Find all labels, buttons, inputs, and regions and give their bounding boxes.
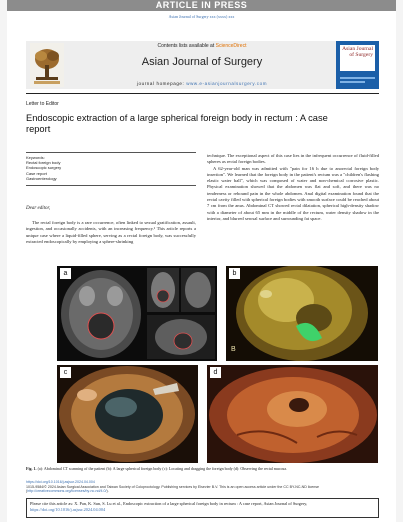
cite-doi-link[interactable]: https://doi.org/10.1016/j.asjsur.2024.04.004 [30,506,106,512]
doi-link[interactable]: https://doi.org/10.1016/j.asjsur.2024.04.004 [26,480,95,484]
keywords-heading: Keywords: [26,155,45,160]
panel-b-inner-label: B [231,346,236,353]
contents-prefix: Contents lists available at [157,43,216,49]
endoscopy-image-b [226,266,378,361]
figure-panel-c-dragging [57,365,198,463]
figure-panel-b-foreign-body [226,266,378,361]
keyword-item: Gastroenterology [26,175,57,181]
cover-title: Asian Journal of Surgery [340,45,375,71]
panel-label-a: a [60,268,71,279]
paragraph: A 62-year-old man was admitted with "pain for 16 h due to anorectal foreign body insertion". We learned that the foreign body in the patient's rectum was a "children's flashing elastic water ball", which was composed of water and non-chemical corrosive plastic. Physical examination showed that the abdomen was flat and soft, and there was no tenderness or rebound pain in the whole abdomen. Anal digital examination found that the rectal cavity filled with spherical foreign bodies with smooth surface could be reached about 7 cm from the anus. Abdominal CT showed rectal dilatation, spherical high-density shadow with a diameter of about 65 mm in the middle of the rectum, water density shadow in the interior, and blurred serosal surface and surrounding fat space. [207,165,379,221]
cite-this-article-box [26,498,379,518]
keywords-divider [26,185,196,186]
figure-panel-d-mucosa [207,365,378,463]
homepage-prefix: journal homepage: [136,81,187,86]
keyword-item: Endoscopic surgery [26,165,62,171]
copyright-notice [26,485,379,494]
article-in-press-banner: ARTICLE IN PRESS [7,0,396,11]
keywords-box [26,152,196,181]
figure-caption-text: (a): Abdominal CT scanning of the patient (b): A large spherical foreign body (c): Locating and dragging the foreign body (d): Observing the rectal mucosa. [36,466,288,471]
panel-label-b: b [229,268,240,279]
cite-text: Please cite this article as: X. Pan, K. Sun, S. Lu et al., Endoscopic extraction of a large spherical foreign body in rectum : A case report, Asian Journal of Surgery, [30,501,308,506]
elsevier-logo [28,41,66,89]
endoscopy-image-d [207,365,378,463]
journal-title: Asian Journal of Surgery [141,56,263,68]
article-page [7,0,396,522]
figure-caption-label: Fig. 1. [26,466,37,471]
salutation: Dear editor, [26,206,51,211]
article-type: Letter to Editor [26,101,59,107]
article-footer [26,480,379,494]
journal-citation-line: Asian Journal of Surgery xxx (xxxx) xxx [168,14,235,19]
homepage-link[interactable]: www.e-asianjournalsurgery.com [186,81,268,86]
elsevier-tree-icon [30,43,64,87]
keyword-item: Case report [26,170,47,176]
journal-homepage-line [77,81,327,86]
body-text-right-column [207,153,379,222]
contents-available-line [77,43,327,49]
license-link[interactable]: http://creativecommons.org/licenses/by-nc-nd/4.0/ [27,489,107,494]
body-text-left-column: The rectal foreign body is a rare occurrence, often linked to sexual gratification, assault, ingestion, and occasionally accidents, with an increasing frequency.¹ This article reports a unique case where a liquid-filled sphere, serving as a rectal foreign body, was successfully extracted endoscopically by employing a sphere-shrinking [26,220,196,244]
journal-cover-thumbnail [336,41,379,89]
panel-label-d: d [210,367,221,378]
paragraph: technique. The exceptional aspect of this case lies in the infrequent occurrence of fluid-filled spheres as rectal foreign bodies. [207,153,379,165]
endoscopy-image-c [57,365,198,463]
copyright-end: ). [106,489,109,494]
sciencedirect-link[interactable]: ScienceDirect [215,43,247,49]
header-divider [26,93,379,94]
copyright-text: 1015-9584/© 2024 Asian Surgical Association and Taiwan Society of Coloproctology. Publishing services by Elsevier B.V. This is an open access article under the CC BY-NC-ND license ( [26,484,320,494]
panel-label-c: c [60,367,71,378]
article-title: Endoscopic extraction of a large spherical foreign body in rectum : A case report [26,113,328,134]
cover-band-icon [336,71,379,89]
keyword-item: Rectal foreign body [26,160,61,166]
figure-panel-a-ct-scan [57,266,217,361]
figure-caption [26,466,379,471]
ct-scan-image [57,266,217,361]
